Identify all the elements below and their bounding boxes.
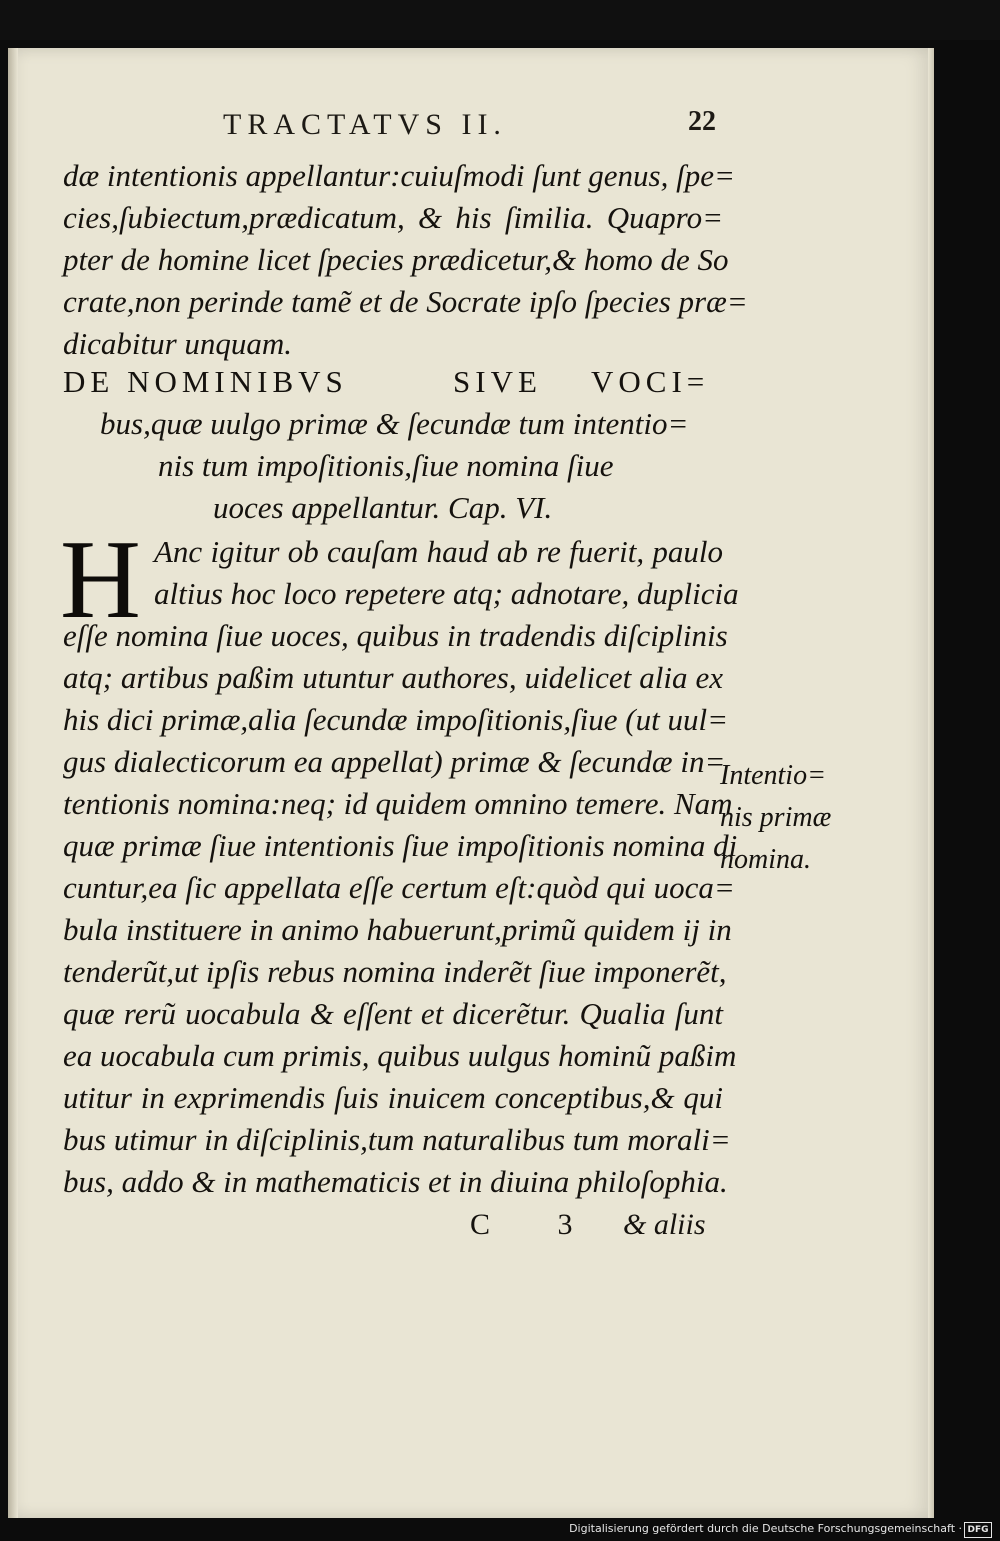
text-line: bus, addo & in mathematicis et in diuina philoſophia. [63,1164,728,1199]
text-line: pter de homine licet ſpecies prædicetur,& homo de So [63,242,729,277]
text-line: atq; artibus paßim utuntur authores, uidelicet alia ex [63,660,723,695]
text-line: Anc igitur ob cauſam haud ab re fuerit, paulo [154,534,723,569]
chapter-heading-line: uoces appellantur. Cap. VI. [213,490,553,525]
text-line: bus utimur in diſciplinis,tum naturalibus tum morali= [63,1122,731,1157]
text-line: crate,non perinde tamẽ et de Socrate ipſo ſpecies præ= [63,284,748,319]
text-line: his dici primæ,alia ſecundæ impoſitionis,ſiue (ut uul= [63,702,729,737]
dfg-logo: DFG [964,1522,992,1538]
margin-note-line: Intentio= [720,760,826,791]
margin-note-line: nomina. [720,844,811,875]
text-line: altius hoc loco repetere atq; adnotare, duplicia [154,576,739,611]
text-line: dicabitur unquam. [63,326,293,361]
text-line: tenderũt,ut ipſis rebus nomina inderẽt ſiue imponerẽt, [63,954,727,989]
text-line: cuntur,ea ſic appellata eſſe certum eſt:quòd qui uoca= [63,870,735,905]
text-line: dæ intentionis appellantur:cuiuſmodi ſunt genus, ſpe= [63,158,735,193]
text-line: quæ rerũ uocabula & eſſent et dicerẽtur. Qualia ſunt [63,996,723,1031]
text-line: gus dialecticorum ea appellat) primæ & ſecundæ in= [63,744,726,779]
page-number: 22 [688,106,716,137]
running-head: TRACTATVS II. [223,108,507,141]
text-line: quæ primæ ſiue intentionis ſiue impoſitionis nomina di [63,828,738,863]
margin-note-line: nis primæ [720,802,832,833]
page-gutter-shadow [8,48,18,1518]
text-line: utitur in exprimendis ſuis inuicem conceptibus,& qui [63,1080,723,1115]
chapter-heading-line: bus,quæ uulgo primæ & ſecundæ tum intentio= [100,406,689,441]
chapter-heading-part: VOCI= [591,364,710,399]
catchword: & aliis [623,1208,706,1241]
text-line: cies,ſubiectum,prædicatum, & his ſimilia. Quapro= [63,200,723,235]
text-line: ea uocabula cum primis, quibus uulgus hominũ paßim [63,1038,737,1073]
page-edge-shadow [928,48,934,1518]
chapter-heading-part: SIVE [453,364,542,399]
digitization-credit: Digitalisierung gefördert durch die Deutsche Forschungsgemeinschaft · [569,1522,962,1535]
text-line: eſſe nomina ſiue uoces, quibus in tradendis diſciplinis [63,618,728,653]
scan-top-border [0,0,1000,40]
text-line: tentionis nomina:neq; id quidem omnino temere. Nam [63,786,733,821]
book-page [8,48,934,1518]
text-line: bula instituere in animo habuerunt,primũ quidem ij in [63,912,732,947]
signature-mark: C 3 [470,1208,603,1241]
chapter-heading-part: DE NOMINIBVS [63,364,348,399]
drop-cap: H [60,518,141,642]
chapter-heading-line: nis tum impoſitionis,ſiue nomina ſiue [158,448,614,483]
